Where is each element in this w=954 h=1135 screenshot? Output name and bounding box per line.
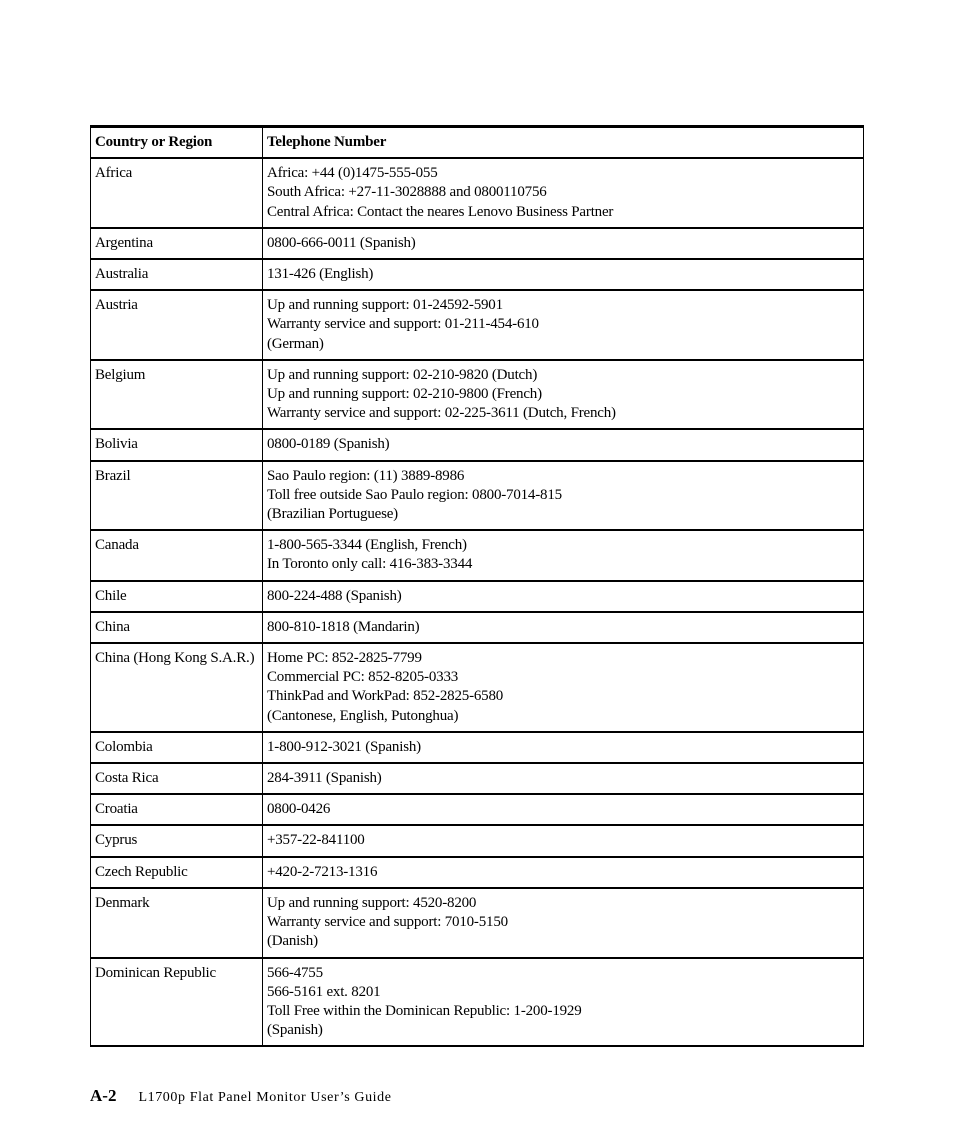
phone-cell <box>263 732 864 763</box>
country-cell <box>91 857 263 888</box>
table-row <box>91 888 864 958</box>
country-cell <box>91 290 263 360</box>
country-cell <box>91 888 263 958</box>
country-name: Canada <box>95 537 139 554</box>
phone-line: 0800-0426 <box>267 801 331 818</box>
phone-line: +420-2-7213-1316 <box>267 863 378 880</box>
country-cell <box>91 763 263 794</box>
phone-line: Commercial PC: 852-8205-0333 <box>267 669 459 686</box>
phone-cell <box>263 290 864 360</box>
country-name: Czech Republic <box>95 863 188 880</box>
table-row <box>91 158 864 228</box>
phone-line: 1-800-912-3021 (Spanish) <box>267 738 421 755</box>
phone-cell <box>263 530 864 580</box>
country-cell <box>91 429 263 460</box>
table-row <box>91 857 864 888</box>
table-row <box>91 228 864 259</box>
country-name: Argentina <box>95 234 153 251</box>
document-title: L1700p Flat Panel Monitor User’s Guide <box>138 1090 392 1105</box>
country-cell <box>91 360 263 430</box>
phone-line: In Toronto only call: 416-383-3344 <box>267 556 473 573</box>
country-name: Bolivia <box>95 436 138 453</box>
country-name: Brazil <box>95 467 131 484</box>
phone-line: (Cantonese, English, Putonghua) <box>267 707 459 724</box>
country-cell <box>91 612 263 643</box>
phone-cell <box>263 581 864 612</box>
phone-line: Up and running support: 01-24592-5901 <box>267 297 503 314</box>
phone-line: Sao Paulo region: (11) 3889-8986 <box>267 467 465 484</box>
phone-line: Toll free outside Sao Paulo region: 0800-7014-815 <box>267 486 562 503</box>
phone-line: +357-22-841100 <box>267 832 365 849</box>
header-country: Country or Region <box>91 127 263 159</box>
page-number: A-2 <box>90 1086 117 1105</box>
phone-cell <box>263 763 864 794</box>
country-name: Australia <box>95 266 149 283</box>
phone-line: South Africa: +27-11-3028888 and 0800110756 <box>267 184 547 201</box>
country-cell <box>91 158 263 228</box>
country-cell <box>91 825 263 856</box>
phone-line: (German) <box>267 335 324 352</box>
phone-cell <box>263 794 864 825</box>
table-row <box>91 763 864 794</box>
phone-cell <box>263 825 864 856</box>
phone-line: 566-5161 ext. 8201 <box>267 983 381 1000</box>
phone-cell <box>263 158 864 228</box>
phone-line: 1-800-565-3344 (English, French) <box>267 537 467 554</box>
table-row <box>91 290 864 360</box>
country-cell <box>91 794 263 825</box>
phone-line: Warranty service and support: 7010-5150 <box>267 914 508 931</box>
country-name: Croatia <box>95 801 138 818</box>
table-row <box>91 259 864 290</box>
phone-line: Warranty service and support: 01-211-454-610 <box>267 316 539 333</box>
phone-cell <box>263 612 864 643</box>
country-cell <box>91 581 263 612</box>
table-row <box>91 612 864 643</box>
phone-line: Home PC: 852-2825-7799 <box>267 650 422 667</box>
page-footer <box>90 1086 392 1106</box>
header-row <box>91 127 864 159</box>
phone-line: Up and running support: 02-210-9820 (Dutch) <box>267 366 538 383</box>
phone-cell <box>263 958 864 1047</box>
phone-cell <box>263 461 864 531</box>
phone-cell <box>263 228 864 259</box>
phone-line: Toll Free within the Dominican Republic: 1-200-1929 <box>267 1002 582 1019</box>
table-row <box>91 360 864 430</box>
country-name: China (Hong Kong S.A.R.) <box>95 650 255 667</box>
phone-line: Up and running support: 02-210-9800 (French) <box>267 386 542 403</box>
phone-cell <box>263 259 864 290</box>
table-row <box>91 461 864 531</box>
country-name: Austria <box>95 297 138 314</box>
country-name: Belgium <box>95 366 146 383</box>
phone-line: 131-426 (English) <box>267 266 374 283</box>
country-cell <box>91 732 263 763</box>
phone-cell <box>263 643 864 732</box>
table-row <box>91 581 864 612</box>
country-name: Colombia <box>95 738 153 755</box>
support-phone-table <box>90 125 864 1047</box>
phone-line: Up and running support: 4520-8200 <box>267 894 477 911</box>
country-cell <box>91 259 263 290</box>
phone-cell <box>263 857 864 888</box>
header-phone: Telephone Number <box>263 127 864 159</box>
country-cell <box>91 228 263 259</box>
country-name: Costa Rica <box>95 770 159 787</box>
country-name: China <box>95 618 130 635</box>
country-name: Africa <box>95 165 133 182</box>
phone-line: Warranty service and support: 02-225-3611 (Dutch, French) <box>267 405 616 422</box>
country-cell <box>91 958 263 1047</box>
phone-line: (Spanish) <box>267 1022 323 1039</box>
phone-line: 566-4755 <box>267 964 323 981</box>
phone-line: Africa: +44 (0)1475-555-055 <box>267 165 438 182</box>
phone-line: 0800-0189 (Spanish) <box>267 436 390 453</box>
phone-line: (Danish) <box>267 933 318 950</box>
country-cell <box>91 461 263 531</box>
country-name: Dominican Republic <box>95 964 216 981</box>
table-row <box>91 643 864 732</box>
table-row <box>91 958 864 1047</box>
country-cell <box>91 530 263 580</box>
country-name: Cyprus <box>95 832 138 849</box>
table-row <box>91 794 864 825</box>
table-row <box>91 732 864 763</box>
table-row <box>91 530 864 580</box>
phone-line: 800-810-1818 (Mandarin) <box>267 618 420 635</box>
country-cell <box>91 643 263 732</box>
phone-cell <box>263 888 864 958</box>
phone-line: Central Africa: Contact the neares Lenovo Business Partner <box>267 203 614 220</box>
phone-line: ThinkPad and WorkPad: 852-2825-6580 <box>267 688 504 705</box>
phone-cell <box>263 360 864 430</box>
table-row <box>91 429 864 460</box>
table-body <box>91 158 864 1046</box>
phone-line: 800-224-488 (Spanish) <box>267 587 402 604</box>
phone-line: (Brazilian Portuguese) <box>267 506 398 523</box>
phone-cell <box>263 429 864 460</box>
phone-line: 0800-666-0011 (Spanish) <box>267 234 416 251</box>
table-header <box>91 127 864 159</box>
country-name: Chile <box>95 587 127 604</box>
table-row <box>91 825 864 856</box>
country-name: Denmark <box>95 894 150 911</box>
phone-line: 284-3911 (Spanish) <box>267 770 382 787</box>
